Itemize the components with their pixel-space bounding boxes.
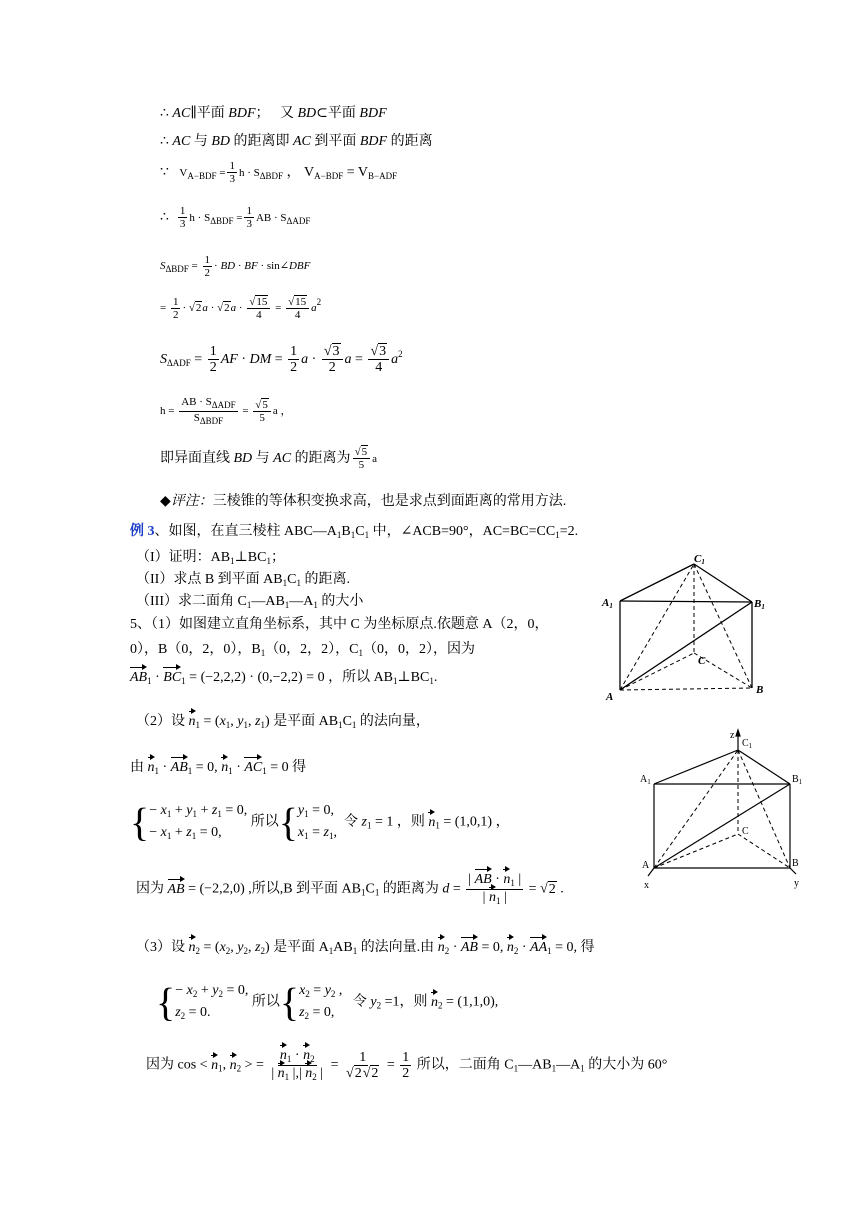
svg-text:C: C [698, 655, 706, 667]
solution-2d: 因为 AB = (−2,2,0) ,所以,B 到平面 $AB_1C_1$ 的距离为 d = $\frac{| AB \cdot n_1 |}{| n_1 |}$ = √2 . [136, 872, 564, 906]
line-8: h = $\frac{AB \cdot S_{\Delta ADF}}{S_{\Delta BDF}}$ = $\frac{√5}{5}$ a ， [160, 396, 292, 426]
solution-3b: { − $x_2 + y_2 = 0$, $z_2 = 0$. 所以{ $x_2 = y_2$ , $z_2 = 0$, 令 $y_2 =1$，则 $n_2 = (1,1,0)$, [156, 979, 499, 1025]
line-10: ◆评注：三棱锥的等体积变换求高，也是求点到面距离的常用方法. [160, 494, 567, 509]
svg-text:B: B [756, 684, 764, 696]
example-3: 例 3、如图，在直三棱柱 $ABC—A_1B_1C_1$ 中，∠ACB=90°，$AC=BC=CC_1=2$. [130, 524, 579, 540]
svg-text:A1: $A_1$ [640, 774, 651, 786]
prism-figure-1 [600, 552, 770, 702]
line-7: $S_{\Delta ADF}$ = $\frac{1}{2}$ AF · DM = $\frac{1}{2}$ a · $\frac{√3}{2}$ a = $\frac{√3}{4}$ $a^2$ [160, 344, 403, 376]
line-4: ∴ $\frac{1}{3}$ $h \cdot S_{\Delta BDF}$ = $\frac{1}{3}$ AB · $S_{\Delta ADF}$ [160, 205, 311, 231]
prism-figure-2 [640, 728, 820, 893]
svg-text:y: y [794, 878, 799, 889]
text-source [0, 0, 1, 1]
edge-c-b [738, 834, 790, 868]
solution-1b: 0），B（0，2，0），$B_1(0$，2，2），$C_1(0$，0，2），因为 [130, 642, 476, 658]
svg-text:A: A [606, 691, 614, 702]
solution-1a: 5、（1）如图建立直角坐标系，其中 C 为坐标原点.依题意 A（2，0， [130, 617, 549, 632]
question-2: （II）求点 B 到平面 $AB_1C_1$ 的距离. [136, 572, 350, 588]
line-6: = $\frac{1}{2}$ · √2a · √2a · $\frac{√15}{4}$ = $\frac{√15}{4}$ $a^2$ [160, 296, 322, 322]
svg-text:z: z [730, 730, 735, 741]
example-label: 例 3 [130, 524, 155, 539]
edge-a-b [620, 688, 752, 690]
question-1: （I）证明：$AB_1\perp BC_1$； [136, 550, 285, 566]
question-3: （III）求二面角 $C_1—AB_1—A_1$ 的大小 [136, 594, 364, 610]
svg-text:B1: B1 [754, 598, 765, 611]
edge-a-b1 [620, 602, 752, 690]
solution-2c: { − $x_1 + y_1 + z_1 = 0$, − $x_1 + z_1 = 0$, 所以{ $y_1 = 0$, $x_1 = z_1$, 令 $z_1 = 1$ ，则 $n_1 = (1,0,1)$ ， [130, 799, 510, 845]
edge-c1-b1 [694, 564, 752, 602]
svg-text:C1: $C_1$ [742, 738, 753, 750]
solution-2a: （2）设 $n_1 = (x_1$, $y_1$, $z_1$) 是平面 $AB_1C_1$ 的法向量， [136, 714, 430, 730]
solution-1c: $AB_1 \cdot BC_1 = (-2,2,2) \cdot (0,-2,2) = 0$ ，所以 $AB_1\perp BC_1$. [130, 670, 438, 686]
svg-text:B1: $B_1$ [792, 774, 803, 786]
line-9: 即异面直线 BD 与 AC 的距离为 $\frac{√5}{5}$ a [160, 446, 377, 472]
edge-a1-c1 [654, 750, 738, 784]
line-5: $S_{\Delta BDF}$ = $\frac{1}{2}$ · BD · BF · sin∠DBF [160, 254, 311, 280]
edge-a1-b1 [620, 601, 752, 602]
edge-c1-b1 [738, 750, 790, 784]
svg-text:C1: C1 [694, 553, 705, 566]
svg-text:C: C [742, 826, 749, 837]
edge-a-c1 [654, 750, 738, 868]
svg-text:A: A [642, 860, 650, 871]
line-1: ∴ AC∥平面 BDF； 又 BD⊂平面 BDF [160, 106, 387, 121]
solution-2b: 由 $n_1 \cdot AB_1 = 0$, $n_1 \cdot AC_1 = 0$ 得 [130, 760, 307, 776]
solution-3c: 因为 $\cos < n_1$, $n_2$ > = $\frac{n_1 \cdot n_2}{| n_1 |,| n_2 |}$ = $\frac{1}{√2√2}$ = $\frac{1}{2}$ 所以，二面角 $C_1—AB_1—A_1$ 的大小为 60° [146, 1048, 668, 1082]
svg-text:x: x [644, 880, 649, 891]
svg-text:B: B [792, 858, 799, 869]
solution-3a: （3）设 $n_2 = (x_2$, $y_2$, $z_2$) 是平面 $A_1AB_1$ 的法向量.由 $n_2$ · AB = 0, $n_2 \cdot AA_1 = 0$, 得 [136, 940, 595, 956]
svg-text:A1: A1 [602, 597, 613, 610]
line-3: ∵ $V_{A-BDF}$ = $\frac{1}{3}$ $h \cdot S_{\Delta BDF}$ ， $V_{A-BDF} = V_{B-ADF}$ [160, 160, 398, 186]
line-2: ∴ AC 与 BD 的距离即 AC 到平面 BDF 的距离 [160, 134, 433, 149]
axis-z-arrow [736, 730, 740, 736]
edge-a1-c1 [620, 564, 694, 601]
edge-a-b1 [654, 784, 790, 868]
